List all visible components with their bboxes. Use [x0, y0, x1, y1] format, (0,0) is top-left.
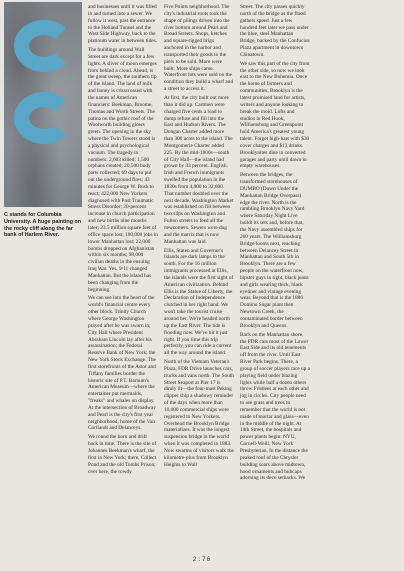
paragraph: Back on the Manhattan shore, the FDR cuts most of the Lower East Side and its old tenements off from the river. Until East River Park begins. There, a group of soccer players race up a playing field under blazing lights while half a dozen others throw Frisbees at each other and jog in circles. City people need to see grass and trees to remember that the world is not made of mortar and glass—even in the middle of the night. At 14th Street, the hospitals and power plants begin: NYU, Cornell-Weill, New York Presbyterian. In the distance the peaked roof of the Chrysler building soars above midtown, hood ornaments and hubcaps adorning its deco setbacks. We	[240, 331, 311, 482]
paragraph: We can see into the heart of the world's financial centre every other block. Trinity Church where George Washington prayed after he was sworn in; City Hall where President Abraham Lincoln lay after his assassination; the Federal Reserve Bank of New York; the New York Stock Exchange. The first storefronts of the Astor and Tiffany families border the historic site of P.T. Barnum's American Museum—where the entertainer put mermaids, "freaks" and whales on display. At the intersection of Broadway and Pearl is the city's first year neighborhood, home of the Van Cortlandt and Delanceys.	[88, 295, 156, 432]
paragraph: We round the horn and drift back in time. There is the site of Johannes Beekman's wharf, the first in New York; there, Collect Pond and the old Tombs Prison; over here, the rowdy	[88, 434, 157, 475]
paragraph: and businesses until it was filled in and turned into a sewer. We follow it west, past the entrance to the Holland Tunnel and the West Side Highway, back to the platinum water in between tides.	[88, 4, 157, 45]
paragraph: North of the Vietnam Veteran's Plaza, FDR Drive launches cars, trucks and vans north. The South Street Seaport at Pier 17 is dimly lit—the four-mast Peking clipper ship a shadowy reminder of the days when more than 10,000 commercial ships were registered to New Yorkers. Overhead the Brooklyn Bridge materializes. It was the longest suspension bridge in the world when it was completed in 1883. Now swarms of visitors walk the kilometre-plus from Brooklyn Heights to Wall	[164, 359, 234, 468]
paragraph: At first, the city built out more than it did up. Cartmen were charged five cents a load to dump refuse and fill into the East and Hudson Rivers. The Dongan Charter added more than 300 acres to the island. The Montgomerie Charter added 225. By the mid-1800s—south of City Hall—the island had grown by 33 percent. English, Irish and French immigrants swelled the population in the 1830s from 4,000 to 32,000. That number doubled over the next decade. Washington Market was established on fill between two slips on Washington and Fulton streets to feed all the newcomers. Sewers were dug and the matrix that is now Manhattan was laid.	[164, 94, 234, 245]
paragraph: Ellis, Staten and Governor's Islands are dark lamps to the south. For the 16 million immigrants processed at Ellis, the islands were the first sight of American civilization. Behind Ellis is the Statue of Liberty, the Declaration of Independence clutched in her right hand. We won't take the tourist cruise around her. We're headed north up the East River. The tide is flooding now. We've hit it just right. If you time this trip perfectly, you can ride a current all the way around the island.	[164, 247, 234, 357]
painted-letter-c-bottom	[14, 92, 74, 144]
paragraph: The buildings around Wall Street are dark except for a few lights. A sliver of moon emerges from behind a cloud. Ahead, is the great sweep, the southern tip of the island. The land of milk and honey is crisscrossed with the names of American financiers: Beekman, Broome, Thomas and Worth Streets. The patina on the gothic roof of the Woolworth building glows green. The opening in the sky where the Twin Towers stood is a physical and psychological vacuum. The tragedy in numbers: 2,603 killed; 1,500 orphans created; 20,500 body parts collected; 69 days to put out the underground fires; 43 minutes for George W. Bush to react; 422,000 New Yorkers diagnosed with Post Traumatic Stress Disorder; 20-percent increase in church participation and new births nine months later; 23.5 million square feet of office space lost; 100,000 jobs in lower Manhattan lost; 22,000 bombs dropped on Afghanistan within six months; 98,000 civilian deaths in the ensuing Iraq War. Yes, 9/11 changed Manhattan. But the island has been changing from the beginning.	[88, 47, 158, 293]
paragraph: Street. The city passes quickly north of the bridge as the flood gathers speed. Just a few hundred feet later we pass under the blue, steel Manhattan Bridge, backed by the Confucius Plaza apartment in downtown Chinatown.	[240, 4, 310, 58]
text-column-2	[164, 4, 234, 471]
paragraph: We saw this part of the city from the other side, so now we look east to the New Bohemia. Once the home of farmers and communities, Brooklyn is the latest promised land for artists, writers and anyone looking to break the mold. Lofts and studios in Red Hook, Williamsburg and Greenpoint hold America's greatest young talent. Forget high-hats with $30 cover charges and $13 drinks. Brooklynites dine in converted garages and party until dawn in empty warehouses.	[240, 60, 310, 170]
page-number: 2:76	[192, 556, 212, 563]
columbia-c-photo	[4, 2, 82, 207]
photo-caption: C stands for Columbia University. A huge painting on the rocky cliff along the far bank of Harlem River.	[4, 212, 82, 239]
painted-letter-c-top	[14, 20, 74, 72]
paragraph: Five Points neighborhood. The city's industrial roots took the shape of pilings driven into the river bottom around Pearl and Broad Streets. Shops, ketches and square-rigged brigs anchored in the harbor and transported their goods to the piers to be sold. More were built. More ships came. Waterfront lots were sold on the condition they build a wharf and a street to access it.	[164, 4, 233, 93]
text-column-1	[88, 4, 158, 477]
text-column-3	[240, 4, 310, 484]
paragraph: Between the bridges, the transformed storehouses of DUMBO (Down Under the Manhattan Bridge Overpass) edge the river. North is the rambling Brooklyn Navy Yard where Saturday Night Live buildt its sets and, before that, the Navy assembled ships for 200 years. The Williamsburg Bridge looms next, reaching between Delancey Street in Manhattan and South 5th in Brooklyn. There are a few people on the waterfront now, hipster guys in tight, black jeans and girls wearing thick, black eyeliner and vintage evening wear. Beyond that is the 1886 Domino Sugar plant then Newtown Creek, the contaminated border between Brooklyn and Queens.	[240, 172, 309, 329]
